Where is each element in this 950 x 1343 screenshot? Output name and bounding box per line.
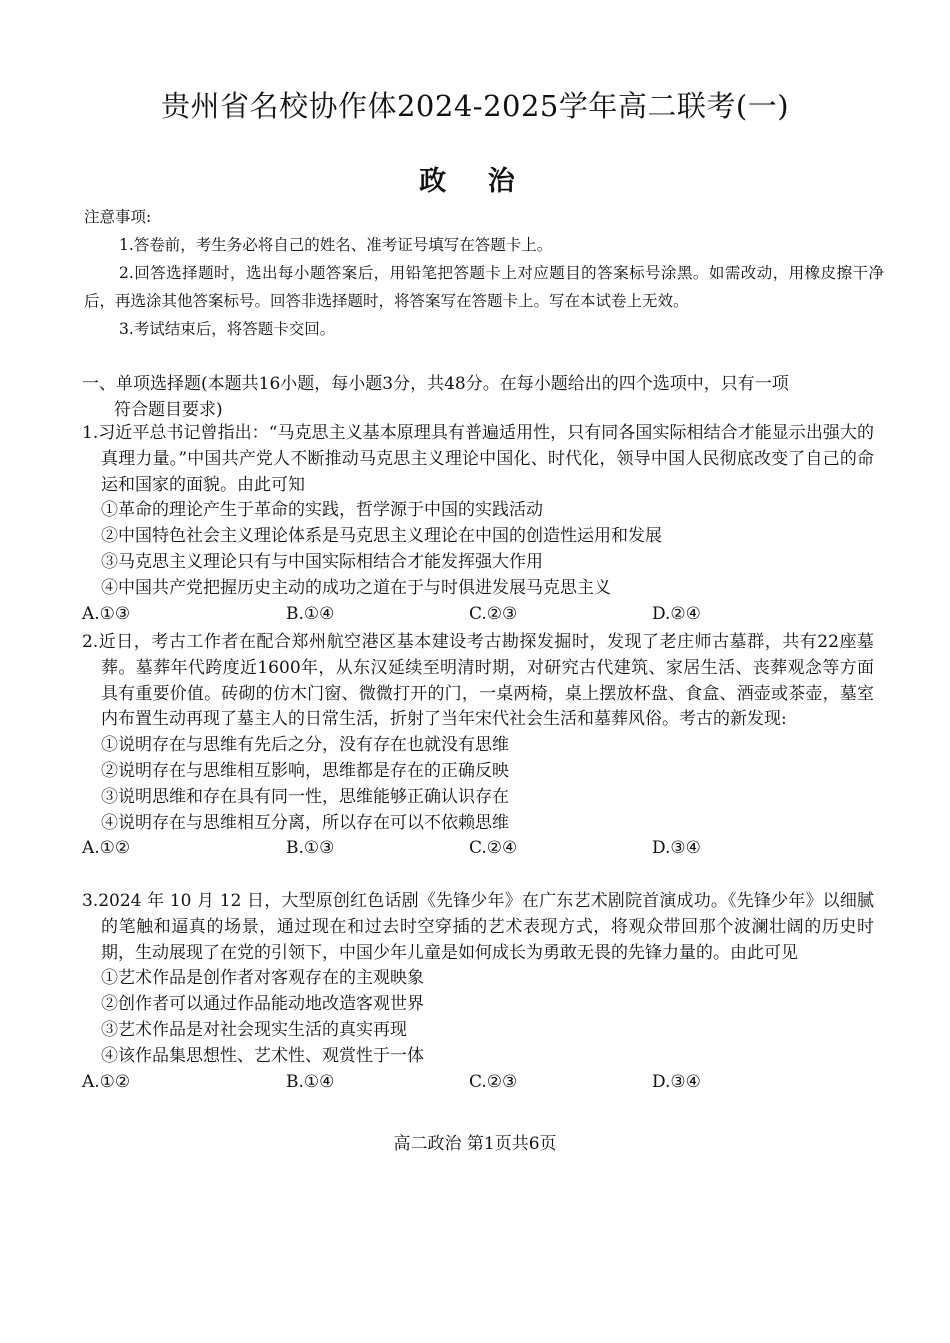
- question-option: ③艺术作品是对社会现实生活的真实再现: [101, 1019, 407, 1040]
- question-option: ①说明存在与思维有先后之分，没有存在也就没有思维: [101, 735, 509, 756]
- answer-choices: [82, 1070, 874, 1096]
- question-option: ③说明思维和存在具有同一性，思维能够正确认识存在: [101, 786, 509, 807]
- answer-choices: [82, 602, 874, 628]
- question-stem: 1.习近平总书记曾指出：“马克思主义基本原理具有普遍适用性，只有同各国实际相结合才能显示出强大的真理力量。”中国共产党人不断推动马克思主义理论中国化、时代化，领导中国人民彻底改变了自己的命运和国家的面貌。由此可知: [82, 423, 874, 495]
- choice-a: A.①②: [82, 1071, 131, 1092]
- subject-text: 政 治: [419, 166, 531, 197]
- subject-title: [0, 163, 950, 201]
- answer-choices: [82, 836, 874, 862]
- choice-b: B.①③: [286, 838, 335, 859]
- section-title-line2: 符合题目要求): [114, 400, 223, 420]
- choice-b: B.①④: [286, 603, 335, 624]
- question-option: ④说明存在与思维相互分离，所以存在可以不依赖思维: [101, 812, 509, 833]
- choice-c: C.②④: [469, 838, 518, 859]
- question-option: ①艺术作品是创作者对客观存在的主观映象: [101, 968, 424, 989]
- question-stem: 3.2024 年 10 月 12 日，大型原创红色话剧《先锋少年》在广东艺术剧院首演成功。《先锋少年》以细腻的笔触和逼真的场景，通过现在和过去时空穿插的艺术表现方式，将观众带回那个波澜壮阔的历史时期，生动展现了在党的引领下，中国少年儿童是如何成长为勇敢无畏的先锋力量的。由此可见: [82, 891, 874, 963]
- notice-item-3: 3.考试结束后，将答题卡交回。: [119, 320, 336, 338]
- question-1: [82, 421, 874, 627]
- choice-b: B.①④: [286, 1071, 335, 1092]
- choice-d: D.③④: [652, 838, 701, 859]
- notice-item-2: 2.回答选择题时，选出每小题答案后，用铅笔把答题卡上对应题目的答案标号涂黑。如需改动，用橡皮擦干净后，再选涂其他答案标号。回答非选择题时，将答案写在答题卡上。写在本试卷上无效。: [84, 264, 884, 310]
- question-option: ④中国共产党把握历史主动的成功之道在于与时俱进发展马克思主义: [101, 577, 611, 598]
- choice-d: D.②④: [652, 603, 701, 624]
- question-option: ③马克思主义理论只有与中国实际相结合才能发挥强大作用: [101, 551, 543, 572]
- page-footer: 高二政治 第1页共6页: [393, 1134, 557, 1154]
- section-header: [82, 371, 878, 423]
- notice-item-1: 1.答卷前，考生务必将自己的姓名、准考证号填写在答题卡上。: [119, 236, 553, 254]
- notice-block: [84, 203, 884, 343]
- notice-heading: 注意事项:: [84, 208, 152, 226]
- section-title-line1: 一、单项选择题(本题共16小题，每小题3分，共48分。在每小题给出的四个选项中，只有一项: [82, 374, 789, 394]
- question-option: ②中国特色社会主义理论体系是马克思主义理论在中国的创造性运用和发展: [101, 526, 662, 547]
- choice-a: A.①③: [82, 603, 131, 624]
- question-2: [82, 630, 874, 862]
- question-3: [82, 889, 874, 1095]
- question-option: ①革命的理论产生于革命的实践，哲学源于中国的实践活动: [101, 500, 543, 521]
- choice-c: C.②③: [469, 1071, 518, 1092]
- question-option: ②创作者可以通过作品能动地改造客观世界: [101, 994, 424, 1015]
- choice-a: A.①②: [82, 838, 131, 859]
- exam-title: 贵州省名校协作体2024-2025学年高二联考(一): [160, 89, 790, 123]
- choice-c: C.②③: [469, 603, 518, 624]
- question-stem: 2.近日，考古工作者在配合郑州航空港区基本建设考古勘探发掘时，发现了老庄师古墓群，共有22座墓葬。墓葬年代跨度近1600年，从东汉延续至明清时期，对研究古代建筑、家居生活、丧葬观念等方面具有重要价值。砖砌的仿木门窗、微微打开的门，一桌两椅，桌上摆放杯盘、食盒、酒壶或茶壶，墓室内布置生动再现了墓主人的日常生活，折射了当年宋代社会生活和墓葬风俗。考古的新发现:: [82, 632, 874, 730]
- choice-d: D.③④: [652, 1071, 701, 1092]
- question-option: ②说明存在与思维相互影响，思维都是存在的正确反映: [101, 760, 509, 781]
- question-option: ④该作品集思想性、艺术性、观赏性于一体: [101, 1045, 424, 1066]
